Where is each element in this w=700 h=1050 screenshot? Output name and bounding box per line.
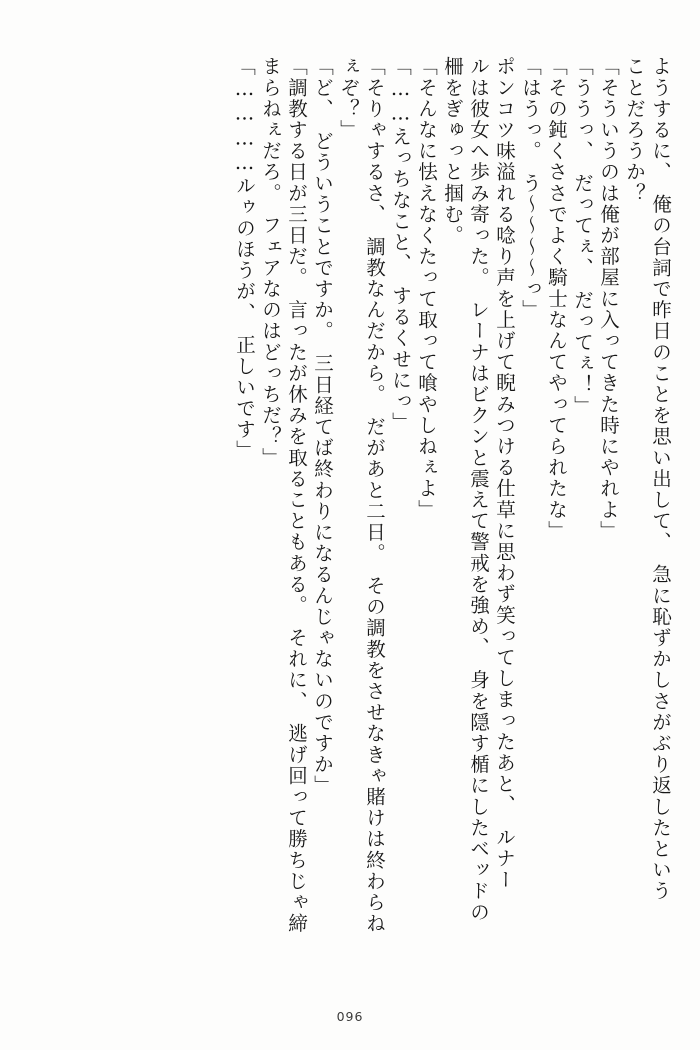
page-number: 096 xyxy=(336,1009,364,1024)
text-line: 「ううっ、 だってぇ、 だってぇ！」 xyxy=(571,56,594,417)
text-line: 「ど、 どういうことですか。 三日経てば終わりになるんじゃないのですか」 xyxy=(311,56,334,797)
text-line: 「その鈍くささでよく騎士なんてやってられたな」 xyxy=(545,56,568,542)
text-line: ルは彼女へ歩み寄った。 レーナはビクンと震えて警戒を強め、 身を隠す楯にしたベッドの xyxy=(467,56,490,923)
text-line: ポンコツ味溢れる唸り声を上げて睨みつける仕草に思わず笑ってしまったあと、 ルナー xyxy=(493,56,516,891)
text-line: 「そういうのは俺が部屋に入ってきた時にやれよ」 xyxy=(597,56,620,542)
text-line: まらねぇだろ。 フェアなのはどっちだ？」 xyxy=(259,56,282,469)
text-line: 「…………ルゥのほうが、 正しいです」 xyxy=(233,56,256,462)
text-line: 「そんなに怯えなくたって取って喰やしねぇよ」 xyxy=(415,56,438,521)
text-line: 柵をぎゅっと掴む。 xyxy=(441,56,464,246)
text-line: ようするに、 俺の台詞で昨日のことを思い出して、 急に恥ずかしさがぶり返したという xyxy=(649,56,672,902)
text-line: ことだろうか？ xyxy=(623,56,646,204)
page-text-body xyxy=(30,56,670,978)
text-line: 「そりゃするさ、 調教なんだから。 だがあと二日。 その調教をさせなきゃ賭けは終わらね xyxy=(363,56,386,935)
text-line: 「調教する日が三日だ。 言ったが休みを取ることもある。 それに、 逃げ回って勝ちじゃ締 xyxy=(285,56,308,935)
text-line: 「……えっちなこと、 するくせにっ」 xyxy=(389,56,412,434)
text-line: ぇぞ？」 xyxy=(337,56,360,141)
text-line: 「はうっ。 う～～～～っ」 xyxy=(519,56,542,321)
